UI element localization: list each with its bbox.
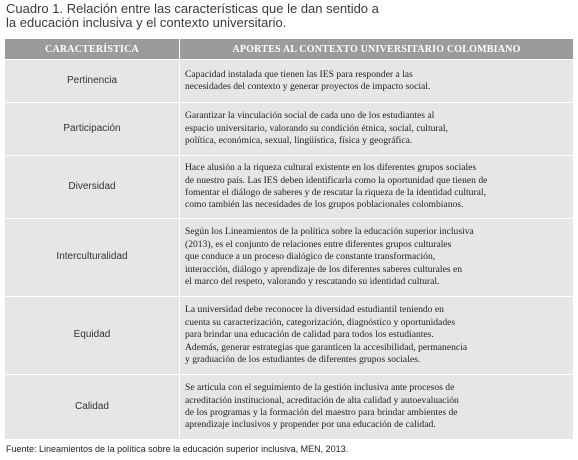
description-cell [180, 156, 574, 219]
table-row [5, 60, 574, 103]
characteristic-cell: Diversidad [5, 156, 180, 219]
description-line: (2013), es el conjunto de relaciones entre diferentes grupos culturales [185, 238, 452, 250]
characteristic-cell: Calidad [5, 375, 180, 440]
table-row [5, 219, 574, 297]
characteristic-cell: Pertinencia [5, 60, 180, 103]
description-line: Capacidad instalada que tienen las IES para responder a las [185, 68, 413, 80]
description-line: La universidad debe reconocer la diversidad estudiantil teniendo en [185, 304, 444, 316]
table-row [5, 156, 574, 219]
characteristic-cell: Participación [5, 103, 180, 156]
characteristic-cell: Interculturalidad [5, 219, 180, 297]
table-row [5, 297, 574, 375]
description-line: aprendizaje inclusivos y propender por una educación de calidad. [185, 419, 436, 431]
description-line: Según los Lineamientos de la política sobre la educación superior inclusiva [185, 226, 474, 238]
description-line: acreditación institucional, acreditación de alta calidad y autoevaluación [185, 394, 459, 406]
column-header-contributions: APORTES AL CONTEXTO UNIVERSITARIO COLOMBIANO [180, 39, 574, 60]
description-line: necesidades del contexto y generar proyectos de impacto social. [185, 81, 431, 92]
caption-line: Cuadro 1. Relación entre las características que le dan sentido a [6, 1, 379, 16]
description-line: para brindar una educación de calidad para todos los estudiantes. [185, 329, 434, 341]
table-row [5, 103, 574, 156]
table-row [5, 375, 574, 440]
header-row [5, 39, 574, 60]
caption-line: la educación inclusiva y el contexto universitario. [6, 15, 287, 30]
description-line: como también las necesidades de los grupos poblacionales colombianos. [185, 199, 464, 211]
description-line: política, económica, sexual, lingüística, física y geográfica. [185, 135, 413, 147]
description-line: de los programas y la formación del maestro para brindar ambientes de [185, 407, 458, 418]
description-line: cuenta su caracterización, categorización, diagnóstico y oportunidades [185, 316, 456, 328]
column-header-characteristic: CARACTERÍSTICA [5, 39, 180, 60]
description-line: interacción, diálogo y aprendizaje de los diferentes saberes culturales en [185, 263, 463, 275]
description-line: Se articula con el seguimiento de la gestión inclusiva ante procesos de [185, 382, 455, 394]
description-line: fomentar el diálogo de saberes y de rescatar la riqueza de la identidad cultural, [185, 187, 486, 198]
characteristic-cell: Equidad [5, 297, 180, 375]
description-line: Además, generar estrategias que garanticen la accesibilidad, permanencia [185, 341, 468, 353]
source-footnote: Fuente: Lineamientos de la política sobre la educación superior inclusiva, MEN, 2013. [6, 444, 349, 454]
description-cell [180, 375, 574, 440]
description-line: Hace alusión a la riqueza cultural existente en los diferentes grupos sociales [185, 162, 477, 174]
description-line: de nuestro país. Las IES deben identificarla como la oportunidad que tienen de [185, 174, 488, 186]
description-cell [180, 103, 574, 156]
table-caption [6, 2, 566, 30]
description-line: Garantizar la vinculación social de cada uno de los estudiantes al [185, 110, 435, 122]
characteristics-table [4, 38, 574, 440]
description-cell [180, 297, 574, 375]
description-cell [180, 219, 574, 297]
description-line: que conduce a un proceso dialógico de constante transformación, [185, 251, 436, 263]
description-line: el marco del respeto, valorando y rescatando su identidad cultural. [185, 276, 440, 288]
description-cell [180, 60, 574, 103]
description-line: y graduación de los estudiantes de diferentes grupos sociales. [185, 354, 421, 366]
description-line: espacio universitario, valorando su condición étnica, social, cultural, [185, 122, 448, 134]
